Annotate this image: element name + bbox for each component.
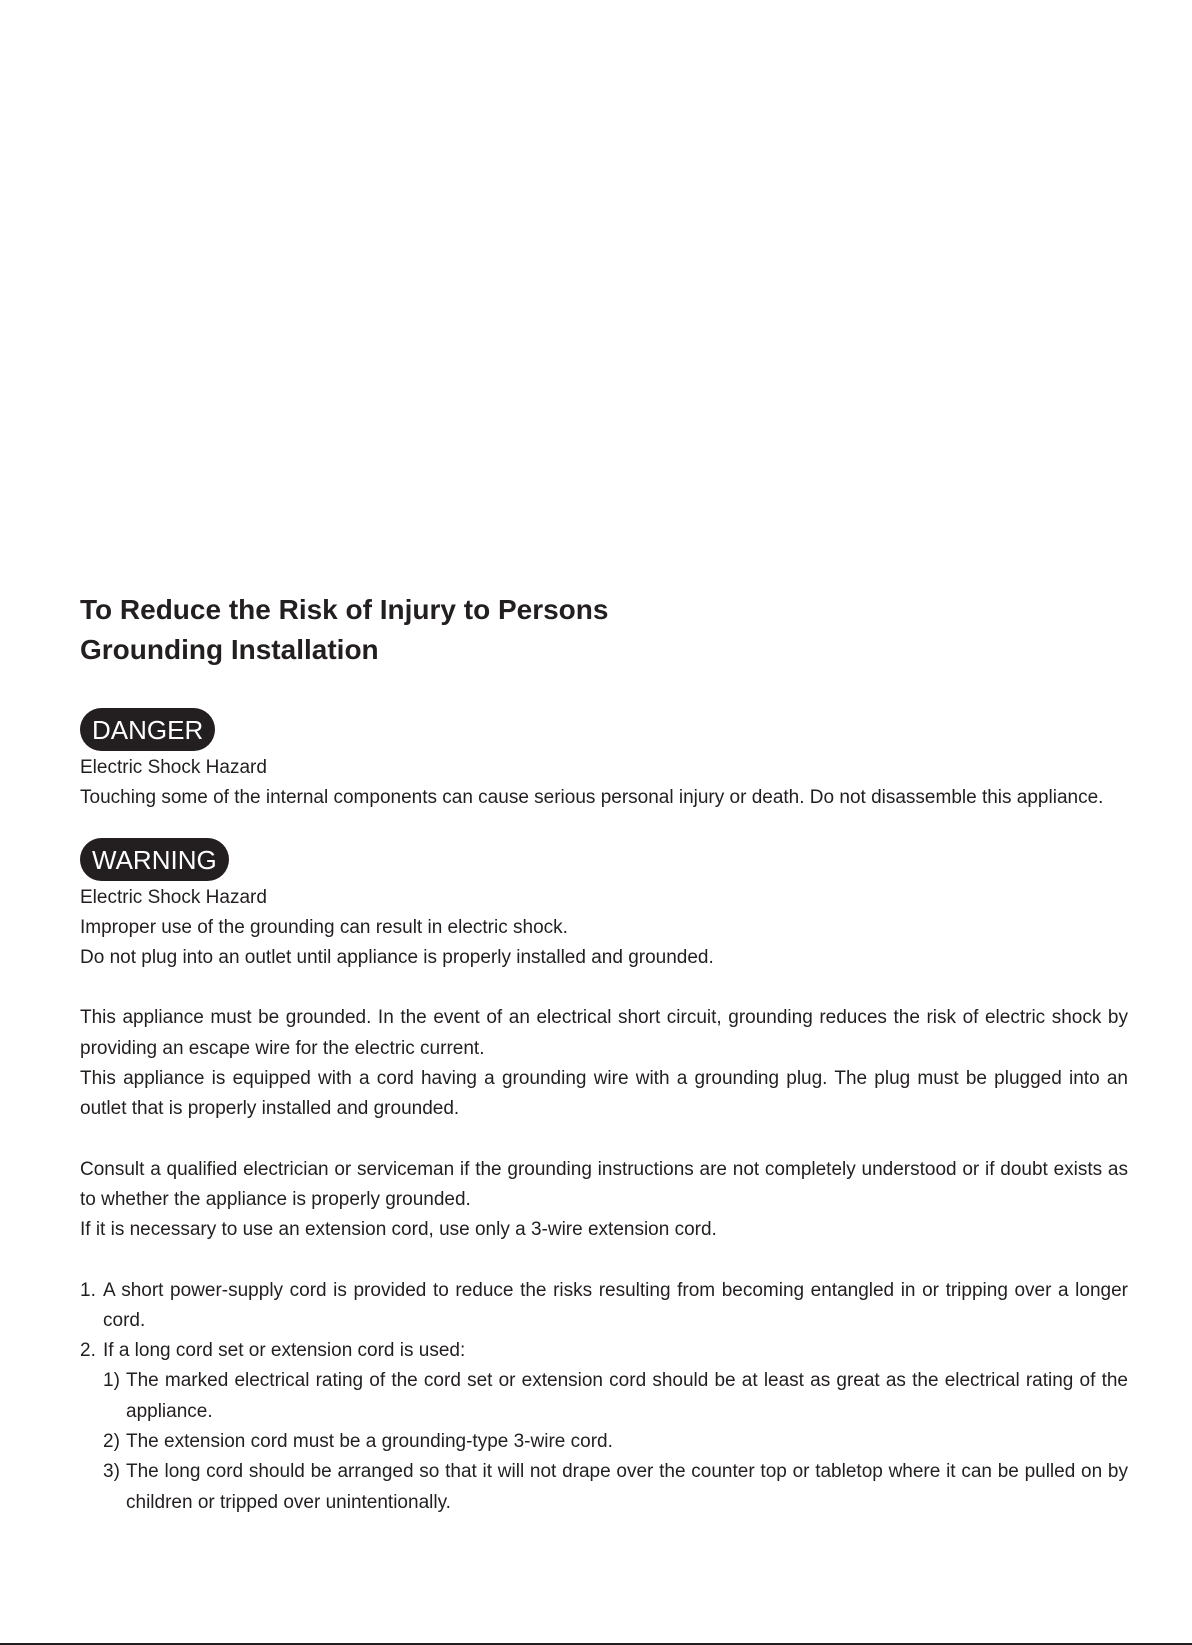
list-item [80, 1336, 1128, 1366]
warning-subtitle: Electric Shock Hazard [80, 886, 267, 908]
grounding-paragraph-1: This appliance must be grounded. In the event of an electrical short circuit, grounding reduces the risk of electric shock by providing an escape wire for the electric current. [80, 1007, 1128, 1059]
manual-page-content [80, 590, 1128, 1518]
list-item-text: A short power-supply cord is provided to reduce the risks resulting from becoming entangled in or tripping over a longer cord. [103, 1279, 1128, 1331]
sub-list-item-text: The marked electrical rating of the cord set or extension cord should be at least as great as the electrical rating of the appliance. [126, 1370, 1128, 1422]
sub-list-item [80, 1427, 1128, 1457]
section-gap [80, 1246, 1128, 1276]
consult-paragraph-1: Consult a qualified electrician or serviceman if the grounding instructions are not completely understood or if doubt exists as to whether the appliance is properly grounded. [80, 1158, 1128, 1210]
sub-list-item-text: The long cord should be arranged so that it will not drape over the counter top or tabletop where it can be pulled on by children or tripped over unintentionally. [126, 1461, 1128, 1513]
warning-badge: WARNING [80, 838, 229, 881]
section-gap [80, 1125, 1128, 1155]
sub-list-item [80, 1457, 1128, 1518]
consult-paragraph-2: If it is necessary to use an extension cord, use only a 3-wire extension cord. [80, 1219, 717, 1241]
list-item-text: If a long cord set or extension cord is used: [103, 1340, 466, 1362]
danger-badge: DANGER [80, 708, 215, 751]
sub-list-item-text: The extension cord must be a grounding-type 3-wire cord. [126, 1431, 613, 1453]
sub-list-item-number: 2) [103, 1431, 120, 1453]
page-title [80, 590, 1128, 670]
list-item-number: 1. [80, 1279, 96, 1301]
sub-list-item [80, 1366, 1128, 1427]
sub-list-item-number: 3) [103, 1461, 120, 1483]
danger-text: Touching some of the internal components can cause serious personal injury or death. Do not disassemble this appliance. [80, 787, 1104, 809]
title-line-1: To Reduce the Risk of Injury to Persons [80, 594, 609, 625]
grounding-paragraph-2: This appliance is equipped with a cord having a grounding wire with a grounding plug. The plug must be plugged into an outlet that is properly installed and grounded. [80, 1068, 1128, 1120]
danger-subtitle: Electric Shock Hazard [80, 757, 267, 778]
warning-line-2: Do not plug into an outlet until appliance is properly installed and grounded. [80, 947, 714, 969]
sub-list-item-number: 1) [103, 1370, 120, 1392]
list-item-number: 2. [80, 1340, 96, 1362]
title-line-2: Grounding Installation [80, 634, 379, 665]
list-item [80, 1276, 1128, 1337]
warning-line-1: Improper use of the grounding can result in electric shock. [80, 916, 568, 938]
section-gap [80, 973, 1128, 1003]
